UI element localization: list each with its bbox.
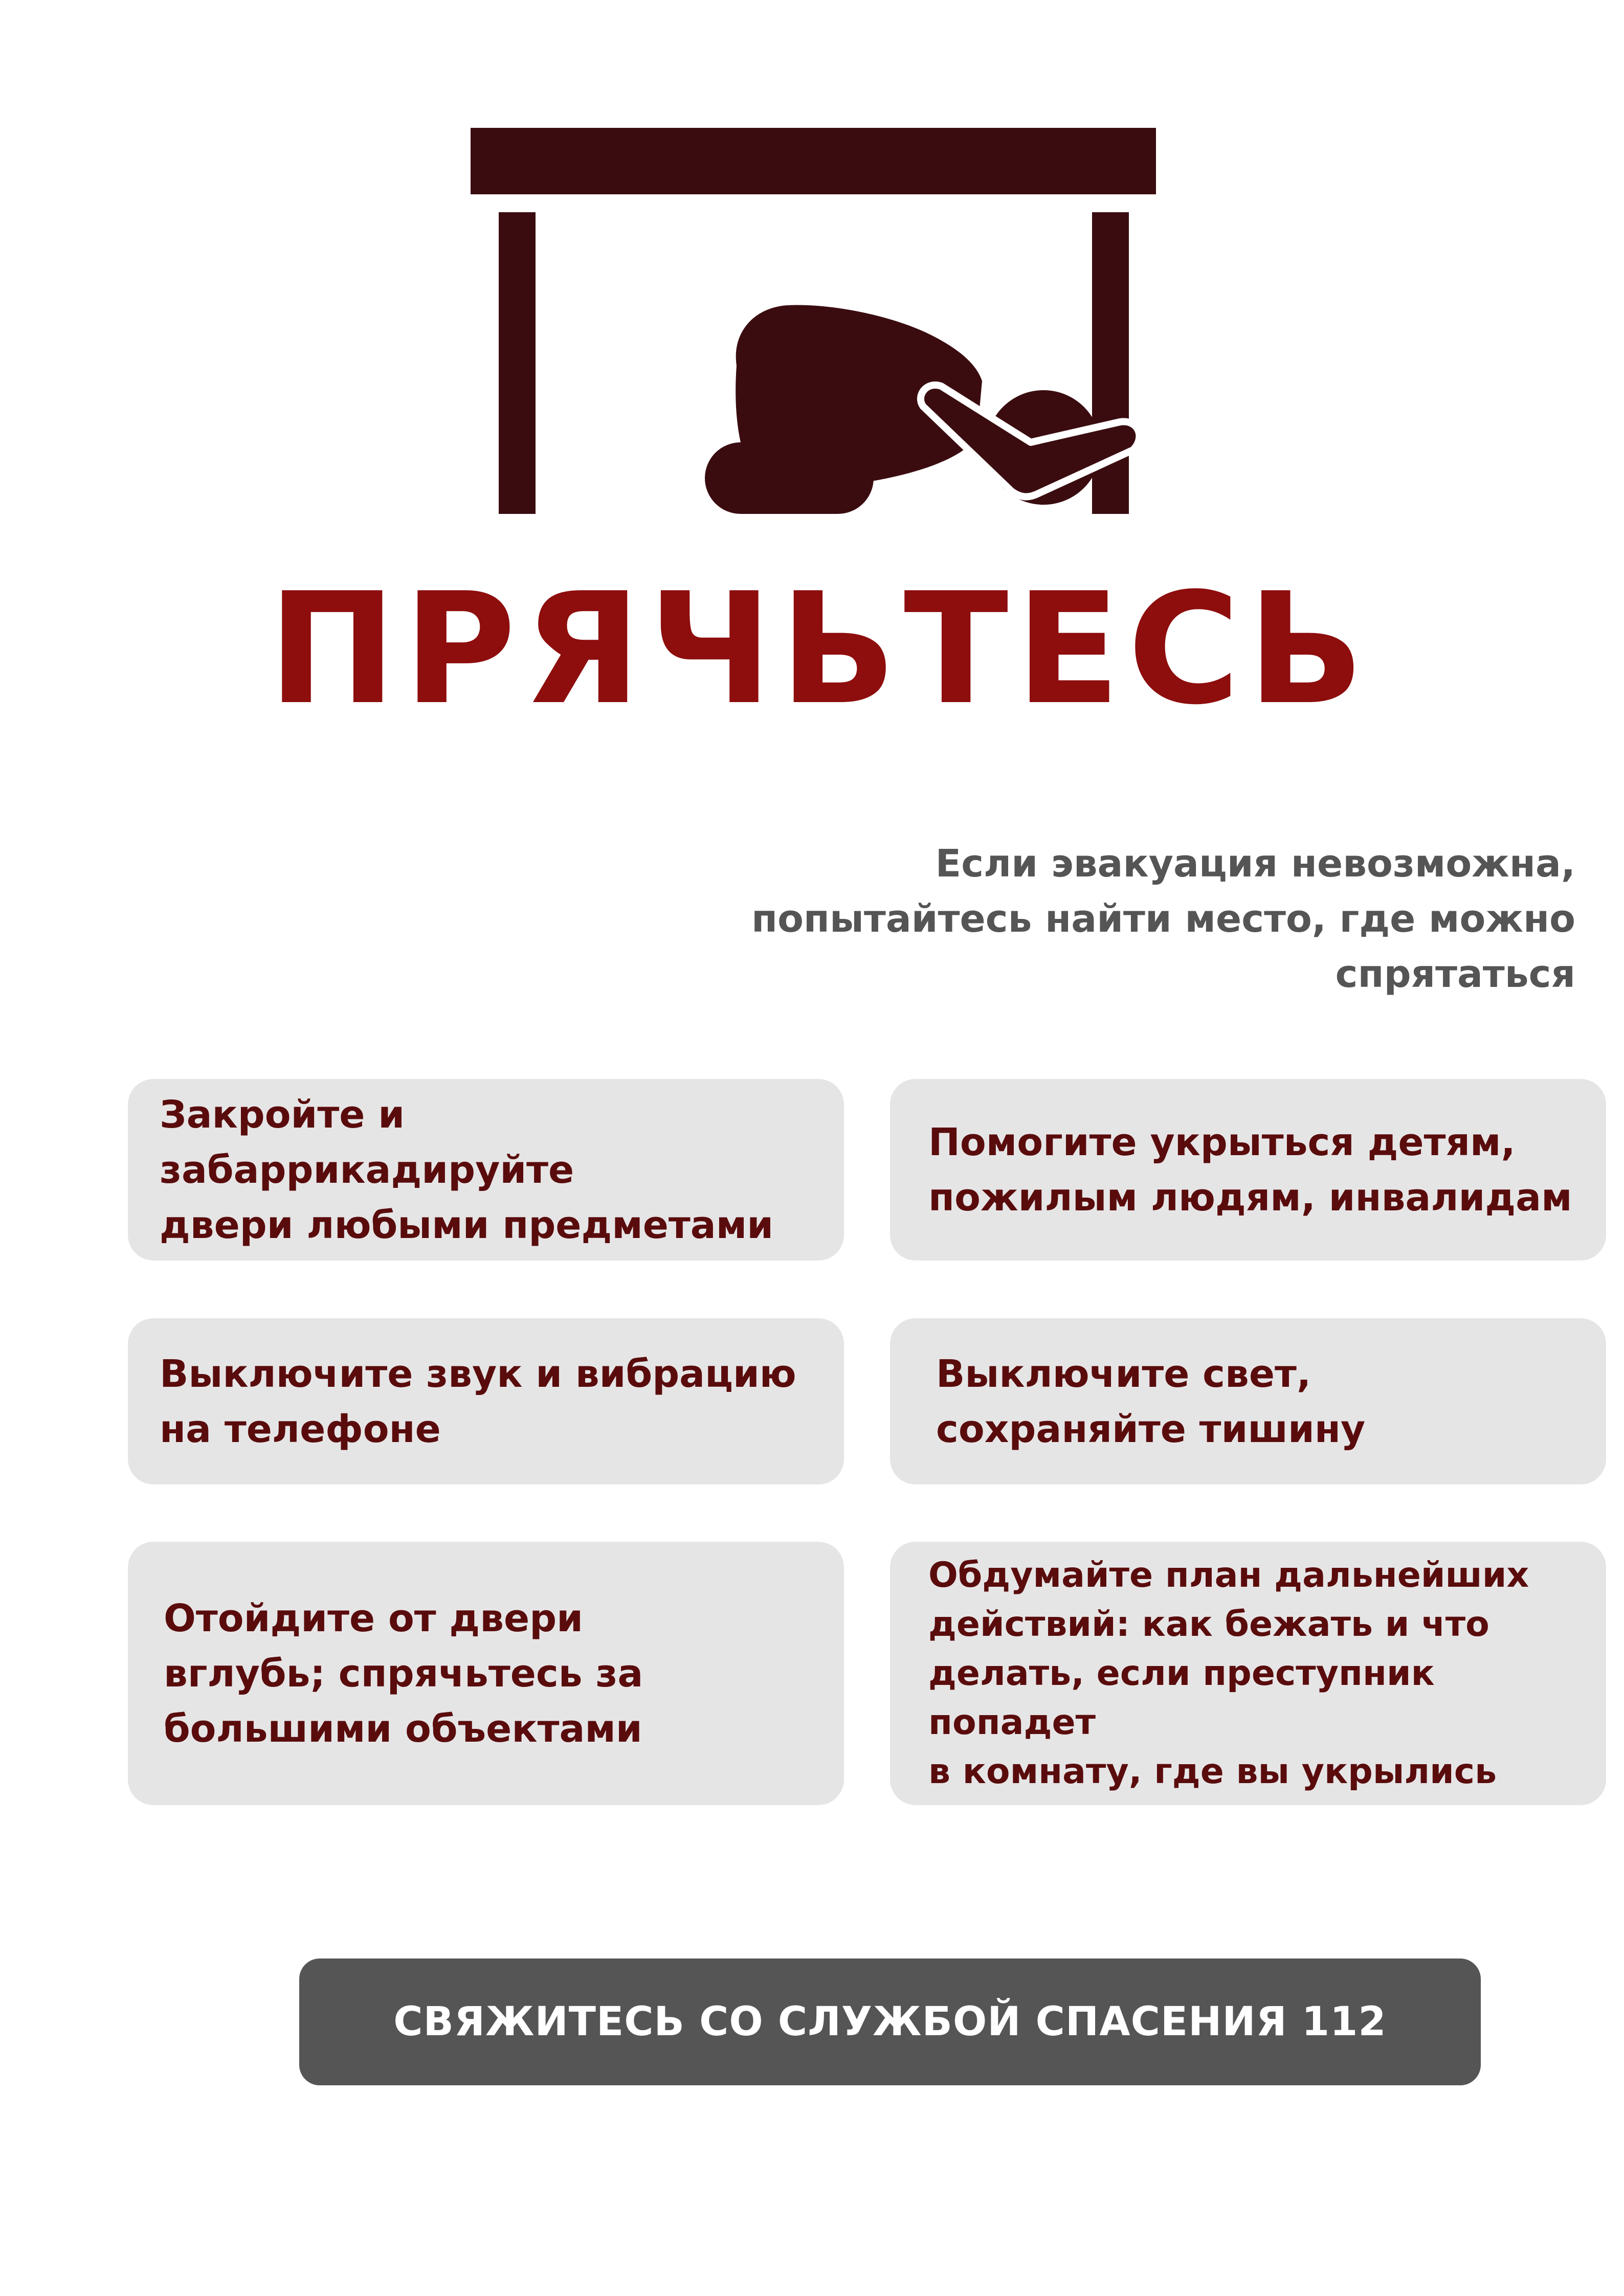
subtitle-line: спрятаться	[1335, 952, 1575, 996]
card-line: вглубь; спрячьтесь за	[164, 1651, 643, 1696]
card-line: действий: как бежать и что	[928, 1604, 1489, 1645]
card-line: Отойдите от двери	[164, 1596, 584, 1640]
person-legs-shape	[705, 442, 874, 514]
subtitle	[655, 836, 1575, 1002]
instruction-card-barricade	[128, 1079, 844, 1260]
card-line: Обдумайте план дальнейших	[928, 1555, 1529, 1595]
emergency-call-banner	[299, 1959, 1481, 2085]
card-line: двери любыми предметами	[160, 1203, 774, 1247]
instruction-card-lights-off	[890, 1318, 1606, 1484]
table-top-shape	[471, 128, 1156, 194]
instruction-card-phone-silent	[128, 1318, 844, 1484]
card-line: сохраняйте тишину	[936, 1407, 1366, 1451]
instruction-card-move-away	[128, 1542, 844, 1805]
instruction-card-plan	[890, 1542, 1606, 1805]
person-hiding-under-table-icon	[460, 125, 1166, 524]
subtitle-line: попытайтесь найти место, где можно	[751, 897, 1575, 941]
emergency-call-label: СВЯЖИТЕСЬ СО СЛУЖБОЙ СПАСЕНИЯ 112	[393, 1999, 1387, 2045]
card-line: на телефоне	[160, 1407, 441, 1451]
table-leg-left-shape	[499, 212, 536, 514]
card-line: Помогите укрыться детям,	[928, 1120, 1516, 1164]
card-line: пожилым людям, инвалидам	[928, 1175, 1572, 1220]
page-title: ПРЯЧЬТЕСЬ	[268, 560, 1372, 738]
card-line: Выключите звук и вибрацию	[160, 1352, 796, 1396]
card-line: в комнату, где вы укрылись	[928, 1751, 1497, 1792]
card-line: Закройте и забаррикадируйте	[160, 1092, 574, 1192]
card-line: большими объектами	[164, 1706, 642, 1751]
card-line: Выключите свет,	[936, 1352, 1311, 1396]
instruction-card-help-others	[890, 1079, 1606, 1260]
card-line: делать, если преступник попадет	[928, 1653, 1435, 1743]
subtitle-line: Если эвакуация невозможна,	[935, 842, 1575, 886]
